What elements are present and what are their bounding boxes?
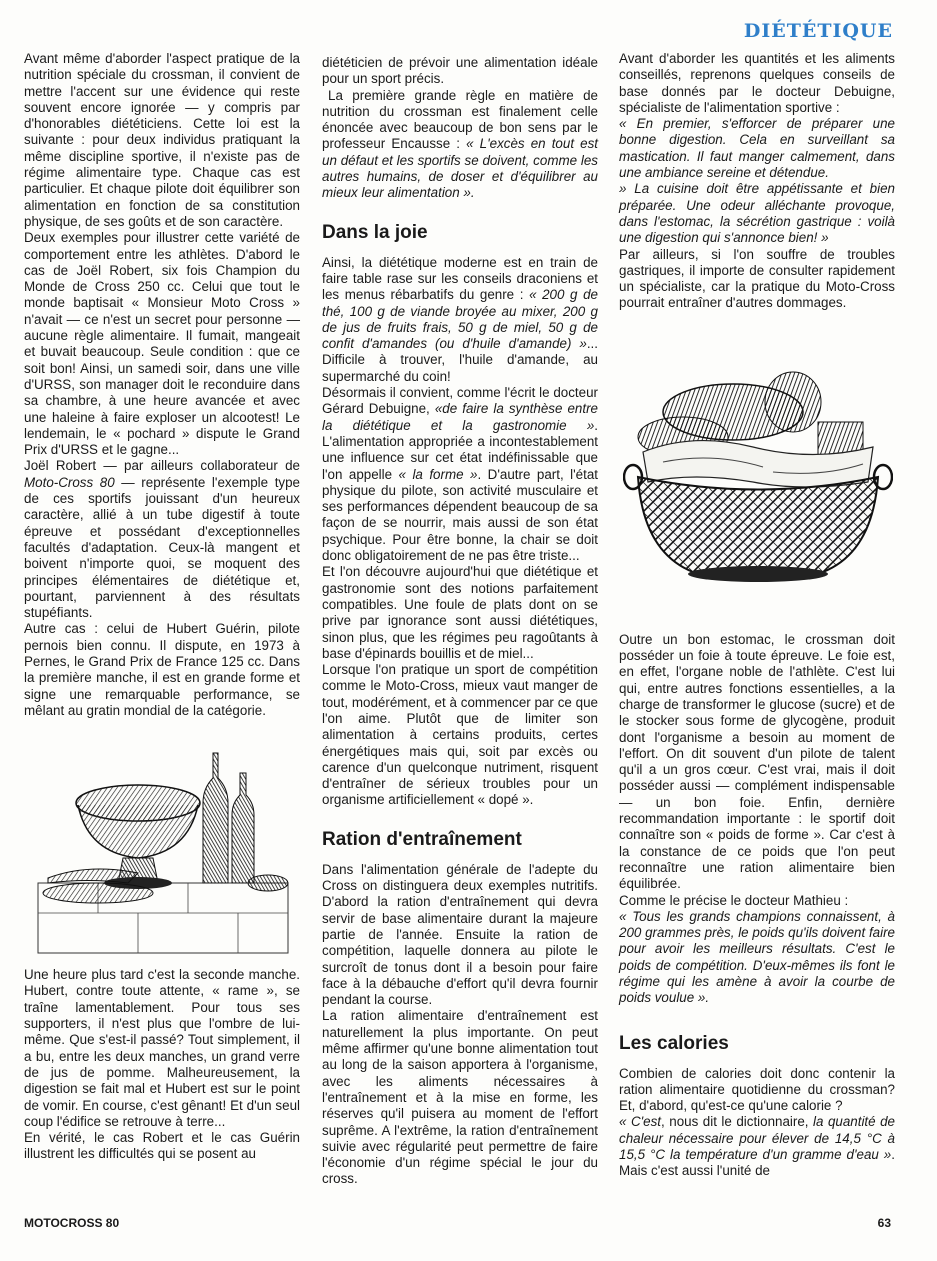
paragraph: « Tous les grands champions connaissent, à 200 grammes près, le poids qu'ils doivent faire pour avoir les meilleurs résultats. C'est le poids de compétition. D'eux-mêmes ils font le régime qui les amène à avoir la courbe de poids voulue ». bbox=[619, 908, 895, 1006]
paragraph: Joël Robert — par ailleurs collaborateur de Moto-Cross 80 — représente l'exemple type de ces sportifs jouissant d'un heureux caractère, allié à un tube digestif à toute épreuve et possédant d'exceptionnelles facultés d'adaptation. Ceux-là mangent et boivent n'importe quoi, se moquent des principes élémentaires de diététique et, pourtant, parviennent à des résultats stupéfiants. bbox=[24, 458, 300, 621]
bread-basket-illustration bbox=[623, 352, 893, 592]
paragraph: Avant même d'aborder l'aspect pratique de la nutrition spéciale du crossman, il convient de mettre l'accent sur une évidence qui reste souvent encore ignorée — y compris par d'honorables diététiciens. Cette loi est la suivante : pour deux individus pratiquant la même discipline sportive, il n'existe pas de régime alimentaire type. Chaque cas est particulier. Et chaque pilote doit équilibrer son alimentation en fonction de sa constitution physique, de ses goûts et de son caractère. bbox=[24, 51, 300, 229]
paragraph: Combien de calories doit donc contenir la ration alimentaire quotidienne du crossman? Et, d'abord, qu'est-ce qu'une calorie ? bbox=[619, 1065, 895, 1114]
column-3 bbox=[619, 51, 895, 1180]
paragraph: Deux exemples pour illustrer cette variété de comportement entre les athlètes. D'abord le cas de Joël Robert, six fois Champion du Monde de Cross 250 cc. Celui que tout le monde baptisait « Monsieur Moto Cross » n'avait — ce n'est un secret pour personne — aucune règle alimentaire. Il fumait, mangeait et buvait beaucoup. Seule condition : que ce soit bon! Ainsi, un samedi soir, dans une ville d'URSS, son manager doit le reconduire dans sa chambre, à une heure avancée et avec une haleine à faire exploser un alcootest! Le lendemain, le « pochard » dispute le Grand Prix d'URSS et le gagne... bbox=[24, 230, 300, 458]
footer-magazine-name: MOTOCROSS 80 bbox=[24, 1216, 120, 1230]
column-1 bbox=[24, 51, 300, 1163]
paragraph: Lorsque l'on pratique un sport de compétition comme le Moto-Cross, mieux vaut manger de tout, modérément, et à commencer par ce que l'on aime. Plutôt que de limiter son alimentation à certains produits, certes énergétiques mais qui, soit par excès ou carence d'un quelconque nutriment, risquent d'entraîner de sérieux troubles pour un organisme artificiellement « dopé ». bbox=[322, 662, 598, 808]
paragraph: Avant d'aborder les quantités et les aliments conseillés, reprenons quelques conseils de base donnés par le docteur Debuigne, spécialiste de l'alimentation sportive : bbox=[619, 51, 895, 115]
paragraph: Autre cas : celui de Hubert Guérin, pilote pernois bien connu. Il dispute, en 1973 à Pernes, le Grand Prix de France 125 cc. Dans la première manche, il est en grande forme et signe une remarquable performance, se mêlant au gratin mondial de la catégorie. bbox=[24, 621, 300, 718]
page-number: 63 bbox=[877, 1216, 891, 1230]
paragraph: Ainsi, la diététique moderne est en train de faire table rase sur les conseils draconiens et les menus rébarbatifs du genre : « 200 g de thé, 100 g de viande broyée au mixer, 200 g de jus de fruits frais, 50 g de miel, 50 g de confit d'amandes (ou d'huile d'amande) »... Difficile à trouver, l'huile d'amande, au supermarché du coin! bbox=[322, 254, 599, 384]
paragraph: « En premier, s'efforcer de préparer une bonne digestion. Cela en surveillant sa mastication. Il faut manger calmement, dans une ambiance sereine et détendue. bbox=[619, 116, 895, 181]
paragraph: Outre un bon estomac, le crossman doit posséder un foie à toute épreuve. Le foie est, en effet, l'organe noble de l'athlète. C'est lui qui, entre autres fonctions essentielles, a la charge de transformer le glucose (sucre) et de le stocker sous forme de glycogène, produit dont l'organisme a besoin au moment de l'effort. On dit souvent d'un pilote de talent qu'il a un gros cœur. C'est vrai, mais il doit posséder aussi — complément indispensable — un bon foie. Enfin, dernière recommandation importante : le sportif doit connaître son « poids de forme ». Car c'est à la constance de ce poids que l'on peut reconnaître une ration alimentaire bien équilibrée. bbox=[619, 631, 895, 892]
paragraph: Par ailleurs, si l'on souffre de troubles gastriques, il importe de consulter rapidement un spécialiste, car la pratique du Moto-Cross pourrait entraîner d'autres dommages. bbox=[619, 246, 895, 311]
paragraph: Dans l'alimentation générale de l'adepte du Cross on distinguera deux exemples nutritifs. D'abord la ration d'entraînement qui devra servir de base alimentaire durant la majeure partie de l'année. Ensuite la ration de compétition, laquelle donnera au pilote le surcroît de tonus dont il a besoin pour faire face à la débauche d'effort qu'il devra fournir pendant la course. bbox=[322, 861, 598, 1008]
paragraph: Et l'on découvre aujourd'hui que diététique et gastronomie sont des notions parfaitement compatibles. Une foule de plats dont on se prive par ignorance sont aussi diététiques, sinon plus, que les régimes peu ragoûtants à base d'épinards bouillis et de miel... bbox=[322, 564, 598, 661]
paragraph: Désormais il convient, comme l'écrit le docteur Gérard Debuigne, «de faire la synthèse entre la diététique et la gastronomie ». L'alimentation appropriée a incontestablement une influence sur cet état indéfinissable que l'on appelle « la forme ». D'autre part, l'état physique du pilote, son activité musculaire et ses performances dépendent beaucoup de sa façon de se nourrir, mais aussi de son état psychique. Pour être bonne, la chair se doit donc obligatoirement de ne pas être triste... bbox=[322, 385, 598, 564]
subheading: Les calories bbox=[619, 1032, 729, 1054]
still-life-illustration bbox=[28, 733, 296, 959]
section-title: DIÉTÉTIQUE bbox=[743, 20, 893, 42]
paragraph: La ration alimentaire d'entraînement est naturellement la plus importante. On peut même affirmer qu'une bonne alimentation tout au long de la saison apportera à l'organisme, avec les aliments nécessaires à l'entraînement et à la mise en forme, les réserves qu'il puisera au moment de l'effort suprême. A l'extrême, la ration d'entraînement suivie avec régularité peut permettre de faire l'économie d'un régime spécial le jour du cross. bbox=[322, 1008, 598, 1187]
paragraph: diététicien de prévoir une alimentation idéale pour un sport précis. bbox=[322, 55, 598, 87]
paragraph: Comme le précise le docteur Mathieu : bbox=[619, 892, 849, 908]
column-2 bbox=[322, 55, 598, 1188]
subheading: Ration d'entraînement bbox=[322, 828, 522, 850]
paragraph: En vérité, le cas Robert et le cas Guérin illustrent les difficultés qui se posent au bbox=[24, 1130, 300, 1162]
paragraph: » La cuisine doit être appétissante et bien préparée. Une odeur alléchante provoque, dans l'estomac, la sécrétion gastrique : voilà une digestion qui s'annonce bien! » bbox=[619, 181, 895, 246]
paragraph: « C'est, nous dit le dictionnaire, la quantité de chaleur nécessaire pour élever de 14,5 °C à 15,5 °C la température d'un gramme d'eau ». Mais c'est aussi l'unité de bbox=[619, 1114, 895, 1179]
paragraph: Une heure plus tard c'est la seconde manche. Hubert, contre toute attente, « rame », se traîne lamentablement. Pour tous ses supporters, il n'est plus que l'ombre de lui-même. Que s'est-il passé? Tout simplement, il a bu, entre les deux manches, un grand verre de jus de pomme. Malheureusement, la digestion se fait mal et Hubert est sur le point de vomir. En course, c'est gênant! Et d'un seul coup l'édifice se retrouve à terre... bbox=[24, 967, 300, 1129]
paragraph: La première grande règle en matière de nutrition du crossman est finalement celle énoncée avec beaucoup de bon sens par le professeur Encausse : « L'excès en tout est un défaut et les sportifs se doivent, comme les autres humains, de doser et d'équilibrer au mieux leur alimentation ». bbox=[322, 87, 598, 201]
subheading: Dans la joie bbox=[322, 221, 428, 243]
